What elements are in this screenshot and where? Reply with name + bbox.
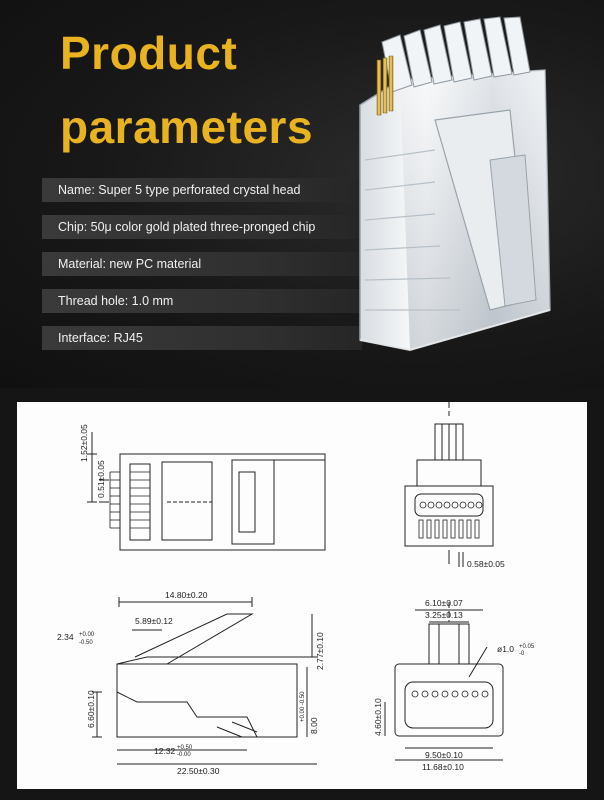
dim-22-50: 22.50±0.30 xyxy=(177,766,220,776)
rj45-connector-image xyxy=(340,10,590,385)
technical-drawing-sheet xyxy=(17,402,587,789)
dim-6-60: 6.60±0.10 xyxy=(86,690,96,728)
dim-2-77: 2.77±0.10 xyxy=(315,632,325,670)
title-line-2: parameters xyxy=(60,101,314,153)
param-name: Name: Super 5 type perforated crystal head xyxy=(42,178,362,202)
dim-8-00-tol: +0.00 -0.50 xyxy=(300,691,306,722)
dim-0-51: 0.51±0.05 xyxy=(96,460,106,498)
technical-drawing xyxy=(17,402,587,789)
top-view xyxy=(87,432,325,550)
dim-2-34: 2.34 xyxy=(57,632,74,642)
param-thread-hole: Thread hole: 1.0 mm xyxy=(42,289,362,313)
side-view xyxy=(92,597,317,764)
dim-12-32: 12.32 xyxy=(154,746,176,756)
dim-5-89: 5.89±0.12 xyxy=(135,616,173,626)
dim-6-10: 6.10±0.07 xyxy=(425,598,463,608)
dim-12-32-tol-hi: +0.50 xyxy=(177,745,193,751)
dim-1-0: ø1.0 xyxy=(497,644,515,654)
dim-11-68: 11.68±0.10 xyxy=(422,762,464,772)
dim-2-34-tol-lo: -0.50 xyxy=(79,640,93,646)
param-material: Material: new PC material xyxy=(42,252,362,276)
dim-0-58: 0.58±0.05 xyxy=(467,559,505,569)
param-chip: Chip: 50μ color gold plated three-pronged chip xyxy=(42,215,362,239)
drawing-section xyxy=(0,388,604,800)
title-line-1: Product xyxy=(60,27,238,79)
rear-view xyxy=(385,602,503,760)
param-interface: Interface: RJ45 xyxy=(42,326,362,350)
dim-3-25: 3.25±0.13 xyxy=(425,610,463,620)
dim-12-32-tol-lo: -0.00 xyxy=(177,752,191,758)
dim-14-80: 14.80±0.20 xyxy=(165,590,208,600)
dim-1-52: 1.52±0.05 xyxy=(79,424,89,462)
front-view xyxy=(405,402,493,567)
dim-2-34-tol-hi: +0.00 xyxy=(79,632,95,638)
dim-9-50: 9.50±0.10 xyxy=(425,750,463,760)
dim-4-60: 4.60±0.10 xyxy=(373,698,383,736)
dim-1-0-tol-hi: +0.05 xyxy=(519,644,535,650)
dim-8-00: 8.00 xyxy=(309,717,319,734)
dim-1-0-tol-lo: -0 xyxy=(519,651,525,657)
product-banner xyxy=(0,0,604,388)
